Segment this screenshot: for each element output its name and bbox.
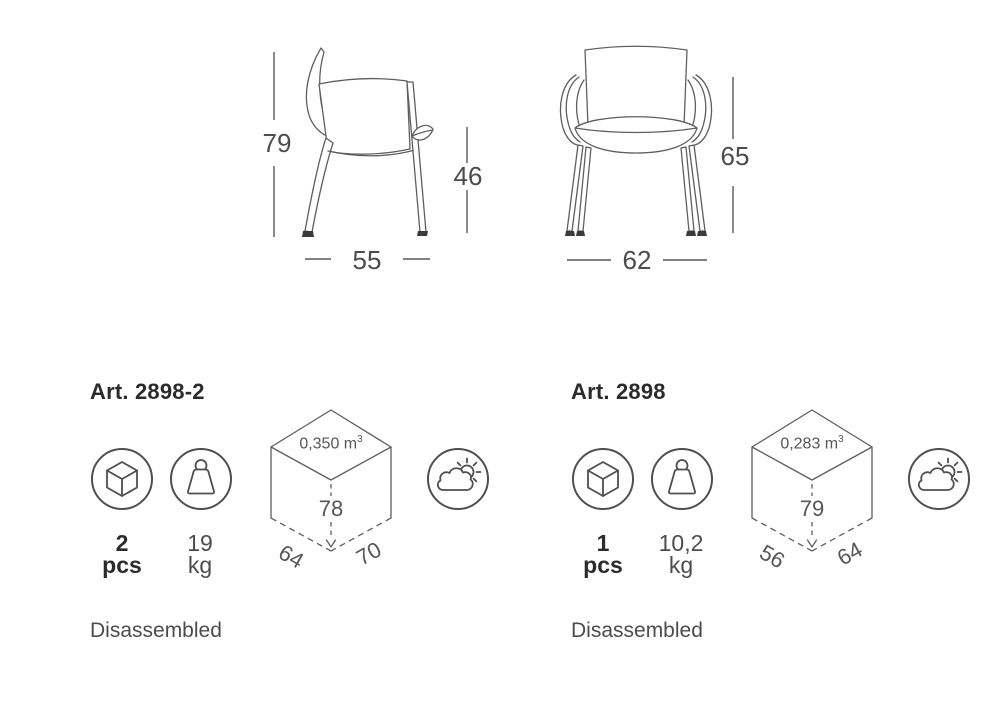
box-volume: 0,283 $m^3$ [780,434,844,453]
pieces-count: 2 pcs [102,530,142,578]
cube-icon [571,447,635,511]
package-weight: 19 kg [187,530,213,578]
product-block-2898 [481,362,981,662]
dim-front-height: 65 [720,141,750,171]
weight-icon [169,447,233,511]
dim-side-height: 79 [262,128,292,158]
box-width-label: 70 [351,536,386,571]
box-depth-label: 64 [274,539,309,574]
box-depth-label: 56 [755,539,790,574]
article-number: Art. 2898 [571,379,666,404]
chair-dimension-drawings [0,0,1000,300]
box-width-label: 64 [832,536,867,571]
dim-front-width: 62 [622,245,652,275]
dim-side-seat-height: 46 [453,161,483,191]
assembly-state: Disassembled [90,619,222,642]
article-number: Art. 2898-2 [90,379,205,404]
chair-side-view-drawing [302,48,433,237]
box-height-label: 78 [318,496,344,521]
dim-side-depth: 55 [352,245,382,275]
arrow-down-icon [327,540,336,547]
weight-icon [650,447,714,511]
box-height-label: 79 [799,496,825,521]
package-weight: 10,2 kg [658,530,704,578]
sun-behind-cloud-icon [907,447,971,511]
assembly-state: Disassembled [571,619,703,642]
pieces-count: 1 pcs [583,530,623,578]
product-block-2898-2 [0,362,500,662]
chair-front-view-drawing [561,46,712,236]
cube-icon [90,447,154,511]
arrow-down-icon [808,540,817,547]
box-volume: 0,350 $m^3$ [299,434,363,453]
